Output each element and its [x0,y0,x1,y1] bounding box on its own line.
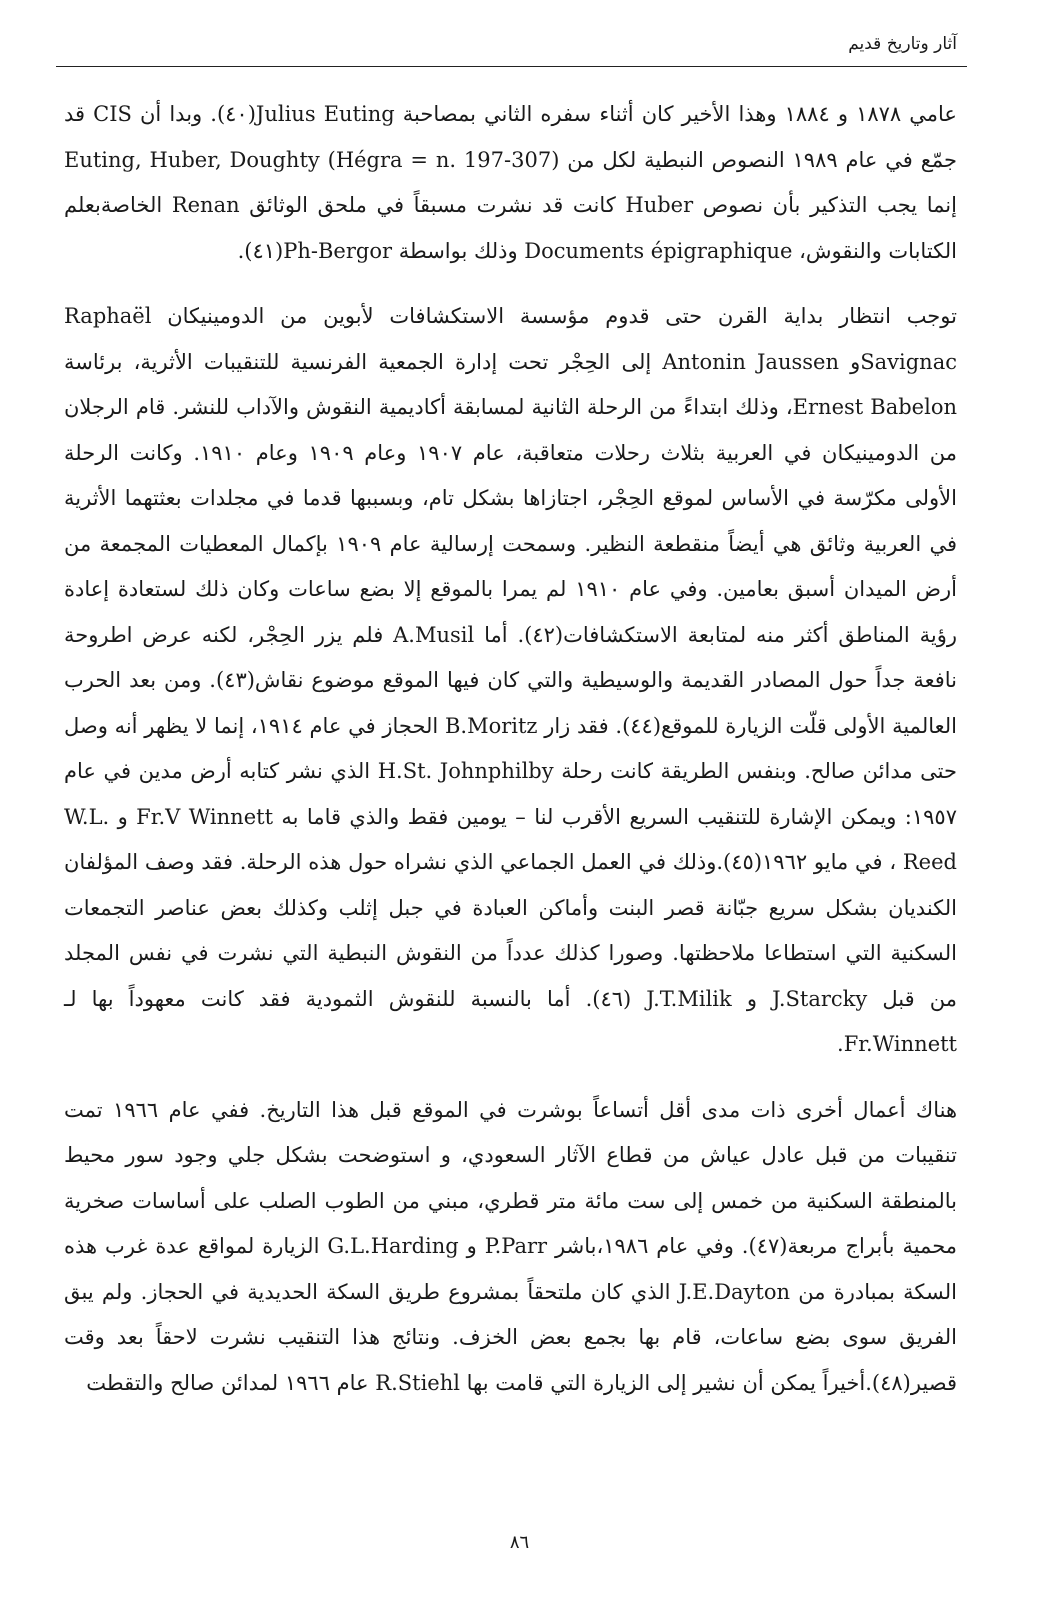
running-header: آثار وتاريخ قديم [848,34,957,54]
body-text [64,92,957,1406]
header-rule [56,66,967,67]
page-number: ٨٦ [509,1532,530,1553]
paragraph-3: هناك أعمال أخرى ذات مدى أقل أتساعاً بوشرت في الموقع قبل هذا التاريخ. ففي عام ١٩٦٦ تمت تنقيبات من قبل عادل عياش من قطاع الآثار السعودي، و استوضحت بشكل جلي وجود سور محيط بالمنطقة السكنية من خمس إلى ست مائة متر قطري، مبني من الطوب الصلب على أساسات صخرية محمية بأبراج مربعة(٤٧). وفي عام ١٩٨٦،باشر P.Parr و G.L.Harding الزيارة لمواقع عدة غرب هذه السكة بمبادرة من J.E.Dayton الذي كان ملتحقاً بمشروع طريق السكة الحديدية في الحجاز. ولم يبق الفريق سوى بضع ساعات، قام بها بجمع بعض الخزف. ونتائج هذا التنقيب نشرت لاحقاً بعد وقت قصير(٤٨).أخيراً يمكن أن نشير إلى الزيارة التي قامت بها R.Stiehl عام ١٩٦٦ لمدائن صالح والتقطت [64,1097,958,1395]
paragraph-2: توجب انتظار بداية القرن حتى قدوم مؤسسة الاستكشافات لأبوين من الدومينيكان Raphaël Savignacو Antonin Jaussen إلى الحِجْر تحت إدارة الجمعية الفرنسية للتنقيبات الأثرية، برئاسة Ernest Babelon، وذلك ابتداءً من الرحلة الثانية لمسابقة أكاديمية النقوش والآداب للنشر. قام الرجلان من الدومينيكان في العربية بثلاث رحلات متعاقبة، عام ١٩٠٧ وعام ١٩٠٩ وعام ١٩١٠. وكانت الرحلة الأولى مكرّسة في الأساس لموقع الحِجْر، اجتازاها بشكل تام، وبسببها قدما في مجلدات بعثتهما الأثرية في العربية وثائق هي أيضاً منقطعة النظير. وسمحت إرسالية عام ١٩٠٩ بإكمال المعطيات المجمعة من أرض الميدان أسبق بعامين. وفي عام ١٩١٠ لم يمرا بالموقع إلا بضع ساعات وكان ذلك لستعادة إعادة رؤية المناطق أكثر منه لمتابعة الاستكشافات(٤٢). أما A.Musil فلم يزر الحِجْر، لكنه عرض اطروحة نافعة جداً حول المصادر القديمة والوسيطية والتي كان فيها الموقع موضوع نقاش(٤٣). ومن بعد الحرب العالمية الأولى قلّت الزيارة للموقع(٤٤). فقد زار B.Moritz الحجاز في عام ١٩١٤، إنما لا يظهر أنه وصل حتى مدائن صالح. وبنفس الطريقة كانت رحلة H.St. Johnphilby الذي نشر كتابه أرض مدين في عام ١٩٥٧: ويمكن الإشارة للتنقيب السريع الأقرب لنا – يومين فقط والذي قاما به Fr.V Winnett و W.L. Reed ، في مايو ١٩٦٢(٤٥).وذلك في العمل الجماعي الذي نشراه حول هذه الرحلة. فقد وصف المؤلفان الكنديان بشكل سريع جبّانة قصر البنت وأماكن العبادة في جبل إثلب وكذلك بعض عناصر التجمعات السكنية التي استطاعا ملاحظتها. وصورا كذلك عدداً من النقوش النبطية التي نشرت في نفس المجلد من قبل J.Starcky و J.T.Milik (٤٦). أما بالنسبة للنقوش الثمودية فقد كانت معهوداً بها لـ Fr.Winnett. [64,304,957,1056]
paragraph-1: عامي ١٨٧٨ و ١٨٨٤ وهذا الأخير كان أثناء سفره الثاني بمصاحبة Julius Euting(٤٠). وبدا أن CIS قد جمّع في عام ١٩٨٩ النصوص النبطية لكل من (Hégra = n. 197-307) Euting, Huber, Doughty إنما يجب التذكير بأن نصوص Huber كانت قد نشرت مسبقاً في ملحق الوثائق Renan الخاصةبعلم الكتابات والنقوش، Documents épigraphique وذلك بواسطة Ph-Bergor(٤١). [64,102,957,263]
